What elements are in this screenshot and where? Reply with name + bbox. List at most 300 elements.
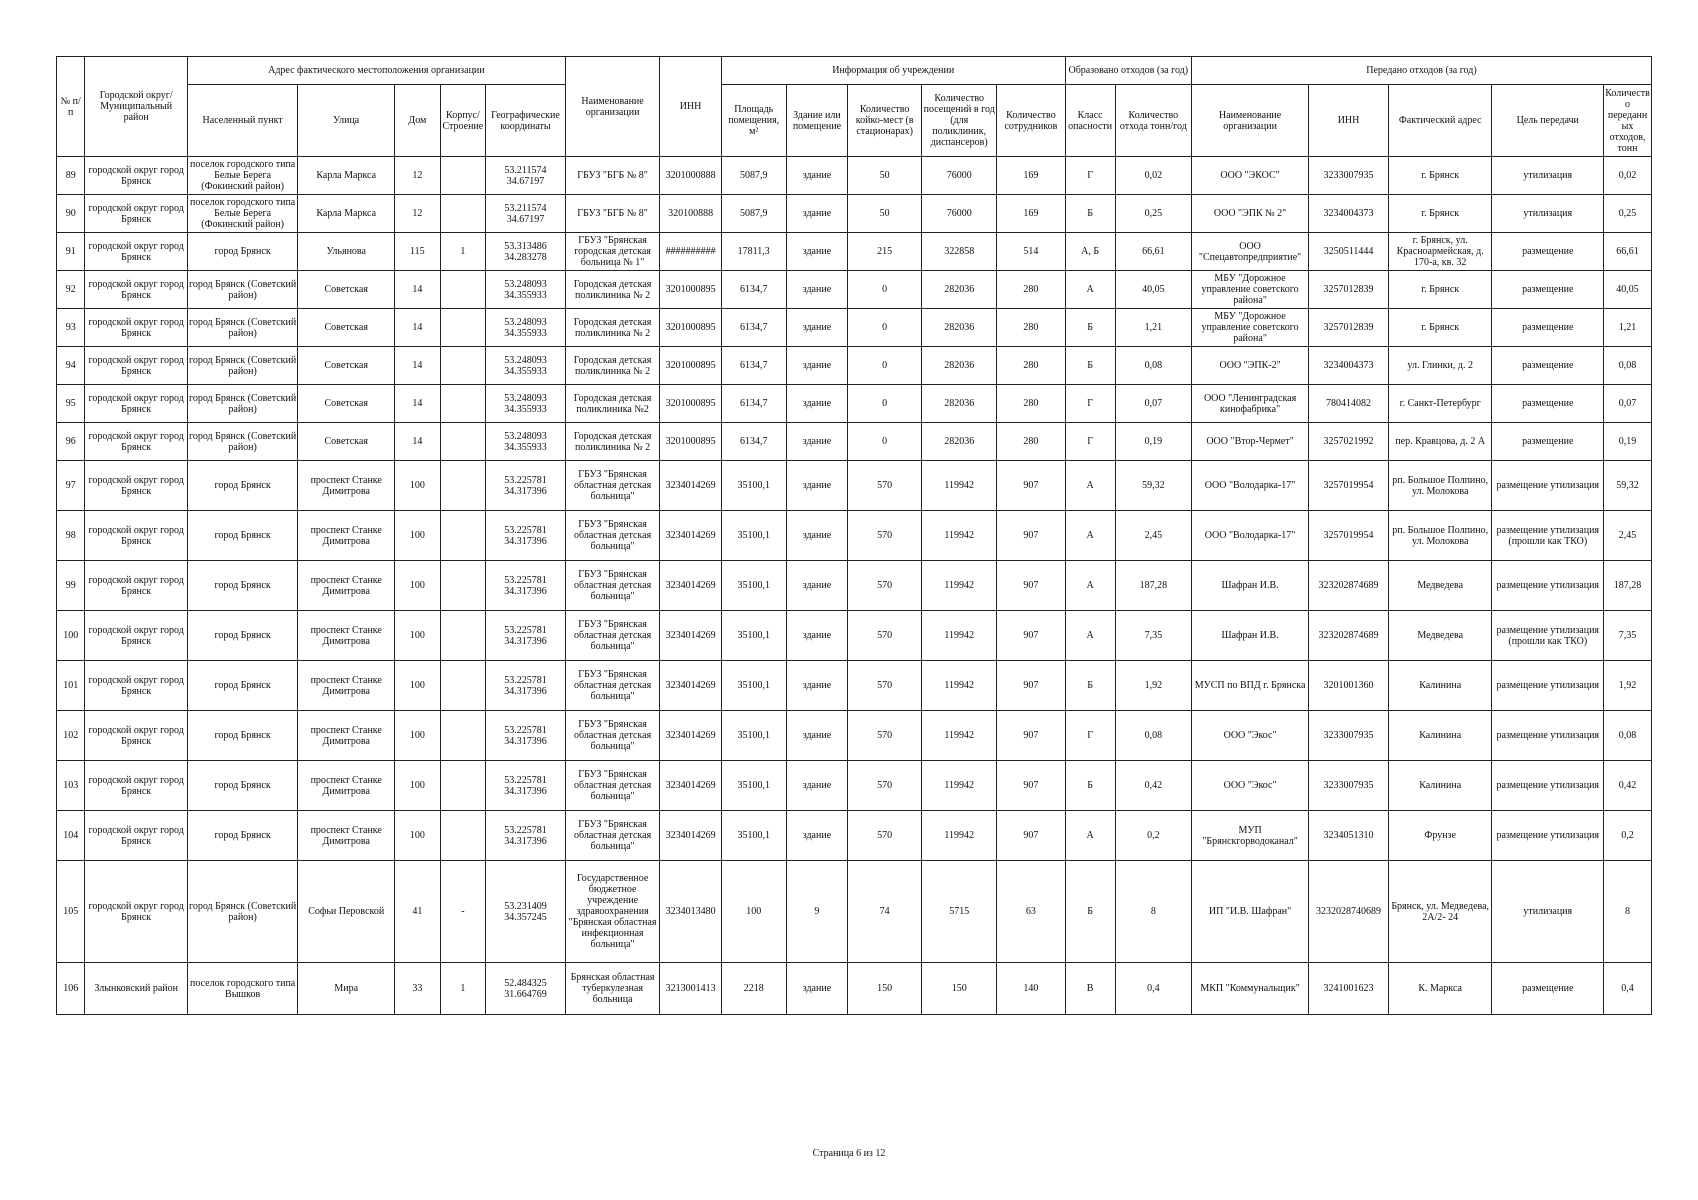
cell-house: 14 xyxy=(395,385,441,423)
cell-n: 90 xyxy=(57,195,85,233)
table-row xyxy=(57,561,1652,611)
table-row xyxy=(57,711,1652,761)
cell-visits: 119942 xyxy=(922,611,997,661)
cell-district: городской округ город Брянск xyxy=(85,157,187,195)
cell-building xyxy=(440,157,486,195)
cell-hazard: Г xyxy=(1065,385,1115,423)
cell-recv-addr: г. Брянск xyxy=(1388,157,1492,195)
cell-recv-addr: Калинина xyxy=(1388,711,1492,761)
table-row xyxy=(57,761,1652,811)
cell-staff: 169 xyxy=(997,195,1065,233)
cell-visits: 119942 xyxy=(922,811,997,861)
cell-beds: 570 xyxy=(848,561,922,611)
cell-hazard: Г xyxy=(1065,157,1115,195)
cell-street: проспект Станке Димитрова xyxy=(298,511,395,561)
cell-inn: 3201000895 xyxy=(660,271,721,309)
cell-recv-inn: 3257019954 xyxy=(1309,461,1389,511)
cell-visits: 5715 xyxy=(922,861,997,963)
cell-recv-addr: г. Брянск xyxy=(1388,195,1492,233)
col-staff: Количество сотрудников xyxy=(997,85,1065,157)
table-row xyxy=(57,461,1652,511)
cell-recv-inn: 3257012839 xyxy=(1309,309,1389,347)
cell-recv-inn: 3241001623 xyxy=(1309,963,1389,1015)
cell-area: 17811,3 xyxy=(721,233,786,271)
cell-recv-addr: г. Санкт-Петербург xyxy=(1388,385,1492,423)
cell-recv: МБУ "Дорожное управление советского района" xyxy=(1191,271,1308,309)
cell-area: 6134,7 xyxy=(721,347,786,385)
cell-visits: 282036 xyxy=(922,385,997,423)
cell-purpose: размещение xyxy=(1492,309,1604,347)
cell-staff: 907 xyxy=(997,661,1065,711)
cell-settlement: город Брянск xyxy=(187,711,297,761)
cell-transferred: 0,02 xyxy=(1604,157,1652,195)
cell-area: 6134,7 xyxy=(721,385,786,423)
cell-building xyxy=(440,761,486,811)
cell-transferred: 2,45 xyxy=(1604,511,1652,561)
cell-house: 100 xyxy=(395,561,441,611)
cell-hazard: Б xyxy=(1065,861,1115,963)
cell-n: 89 xyxy=(57,157,85,195)
cell-building: 1 xyxy=(440,233,486,271)
cell-district: городской округ город Брянск xyxy=(85,661,187,711)
cell-street: Ульянова xyxy=(298,233,395,271)
cell-hazard: Б xyxy=(1065,661,1115,711)
cell-house: 33 xyxy=(395,963,441,1015)
cell-amount: 0,2 xyxy=(1115,811,1191,861)
cell-visits: 282036 xyxy=(922,309,997,347)
cell-settlement: город Брянск xyxy=(187,611,297,661)
cell-transferred: 8 xyxy=(1604,861,1652,963)
cell-recv-addr: рп. Большое Полпино, ул. Молокова xyxy=(1388,511,1492,561)
cell-district: городской округ город Брянск xyxy=(85,385,187,423)
cell-settlement: поселок городского типа Белые Берега (Фокинский район) xyxy=(187,195,297,233)
cell-area: 6134,7 xyxy=(721,309,786,347)
cell-street: Советская xyxy=(298,385,395,423)
cell-purpose: размещение утилизация xyxy=(1492,811,1604,861)
cell-inn: 3201000888 xyxy=(660,157,721,195)
col-recv-inn: ИНН xyxy=(1309,85,1389,157)
cell-recv-inn: 3234004373 xyxy=(1309,347,1389,385)
cell-transferred: 7,35 xyxy=(1604,611,1652,661)
cell-beds: 570 xyxy=(848,511,922,561)
col-purpose: Цель передачи xyxy=(1492,85,1604,157)
cell-org: ГБУЗ "Брянская областная детская больница" xyxy=(565,461,659,511)
cell-beds: 50 xyxy=(848,195,922,233)
cell-purpose: размещение утилизация xyxy=(1492,461,1604,511)
cell-type: здание xyxy=(786,963,847,1015)
cell-type: здание xyxy=(786,195,847,233)
cell-district: городской округ город Брянск xyxy=(85,561,187,611)
cell-purpose: размещение xyxy=(1492,347,1604,385)
cell-coords: 53.225781 34.317396 xyxy=(486,711,566,761)
cell-settlement: город Брянск xyxy=(187,761,297,811)
cell-purpose: размещение xyxy=(1492,423,1604,461)
cell-visits: 119942 xyxy=(922,511,997,561)
cell-hazard: Б xyxy=(1065,195,1115,233)
cell-settlement: город Брянск (Советский район) xyxy=(187,385,297,423)
cell-staff: 514 xyxy=(997,233,1065,271)
cell-transferred: 1,92 xyxy=(1604,661,1652,711)
cell-building xyxy=(440,461,486,511)
cell-staff: 169 xyxy=(997,157,1065,195)
cell-recv: МУП "Брянскгорводоканал" xyxy=(1191,811,1308,861)
cell-coords: 53.225781 34.317396 xyxy=(486,511,566,561)
cell-beds: 570 xyxy=(848,461,922,511)
cell-building xyxy=(440,611,486,661)
cell-district: городской округ город Брянск xyxy=(85,271,187,309)
cell-building: 1 xyxy=(440,963,486,1015)
table-row xyxy=(57,271,1652,309)
cell-hazard: Г xyxy=(1065,711,1115,761)
cell-street: Карла Маркса xyxy=(298,157,395,195)
cell-coords: 53.248093 34.355933 xyxy=(486,385,566,423)
cell-org: ГБУЗ "Брянская областная детская больница" xyxy=(565,811,659,861)
cell-purpose: размещение утилизация xyxy=(1492,761,1604,811)
cell-recv: ООО "ЭПК-2" xyxy=(1191,347,1308,385)
cell-beds: 570 xyxy=(848,761,922,811)
cell-n: 96 xyxy=(57,423,85,461)
cell-recv: ИП "И.В. Шафран" xyxy=(1191,861,1308,963)
cell-recv-addr: Медведева xyxy=(1388,611,1492,661)
cell-building xyxy=(440,385,486,423)
cell-inn: 3201000895 xyxy=(660,423,721,461)
cell-purpose: размещение xyxy=(1492,271,1604,309)
cell-type: здание xyxy=(786,157,847,195)
table-row xyxy=(57,233,1652,271)
cell-staff: 63 xyxy=(997,861,1065,963)
cell-street: проспект Станке Димитрова xyxy=(298,461,395,511)
cell-beds: 150 xyxy=(848,963,922,1015)
cell-n: 95 xyxy=(57,385,85,423)
cell-purpose: размещение xyxy=(1492,963,1604,1015)
cell-beds: 570 xyxy=(848,611,922,661)
cell-inn: 3234014269 xyxy=(660,711,721,761)
cell-hazard: А xyxy=(1065,611,1115,661)
cell-transferred: 0,25 xyxy=(1604,195,1652,233)
cell-type: здание xyxy=(786,271,847,309)
cell-area: 35100,1 xyxy=(721,461,786,511)
cell-recv-inn: 3233007935 xyxy=(1309,761,1389,811)
cell-n: 93 xyxy=(57,309,85,347)
cell-house: 14 xyxy=(395,271,441,309)
cell-org: Городская детская поликлиника №2 xyxy=(565,385,659,423)
col-recv-name: Наименование организации xyxy=(1191,85,1308,157)
cell-beds: 74 xyxy=(848,861,922,963)
cell-house: 41 xyxy=(395,861,441,963)
cell-district: городской округ город Брянск xyxy=(85,233,187,271)
cell-org: ГБУЗ "БГБ № 8" xyxy=(565,195,659,233)
cell-staff: 280 xyxy=(997,347,1065,385)
cell-settlement: поселок городского типа Белые Берега (Фокинский район) xyxy=(187,157,297,195)
cell-purpose: размещение утилизация xyxy=(1492,561,1604,611)
cell-type: здание xyxy=(786,347,847,385)
cell-settlement: город Брянск (Советский район) xyxy=(187,423,297,461)
cell-type: здание xyxy=(786,711,847,761)
cell-beds: 0 xyxy=(848,271,922,309)
cell-beds: 0 xyxy=(848,309,922,347)
cell-visits: 119942 xyxy=(922,461,997,511)
cell-building xyxy=(440,271,486,309)
table-row xyxy=(57,811,1652,861)
cell-recv-inn: 3233007935 xyxy=(1309,157,1389,195)
cell-recv: МУСП по ВПД г. Брянска xyxy=(1191,661,1308,711)
cell-house: 14 xyxy=(395,347,441,385)
cell-org: ГБУЗ "БГБ № 8" xyxy=(565,157,659,195)
cell-hazard: Г xyxy=(1065,423,1115,461)
cell-street: Советская xyxy=(298,423,395,461)
cell-org: ГБУЗ "Брянская областная детская больница" xyxy=(565,561,659,611)
cell-org: Брянская областная туберкулезная больница xyxy=(565,963,659,1015)
cell-purpose: размещение xyxy=(1492,385,1604,423)
cell-district: городской округ город Брянск xyxy=(85,511,187,561)
document-sheet xyxy=(56,56,1652,1015)
cell-house: 14 xyxy=(395,309,441,347)
cell-inn: 3201000895 xyxy=(660,385,721,423)
cell-org: ГБУЗ "Брянская областная детская больница" xyxy=(565,661,659,711)
cell-visits: 119942 xyxy=(922,661,997,711)
cell-hazard: Б xyxy=(1065,309,1115,347)
cell-org: ГБУЗ "Брянская областная детская больница" xyxy=(565,511,659,561)
cell-amount: 0,4 xyxy=(1115,963,1191,1015)
cell-coords: 53.248093 34.355933 xyxy=(486,347,566,385)
cell-org: Городская детская поликлиника № 2 xyxy=(565,347,659,385)
table-row xyxy=(57,423,1652,461)
cell-settlement: город Брянск (Советский район) xyxy=(187,309,297,347)
col-n: № п/п xyxy=(57,57,85,157)
cell-org: Городская детская поликлиника № 2 xyxy=(565,271,659,309)
cell-district: городской округ город Брянск xyxy=(85,761,187,811)
table-header xyxy=(57,57,1652,157)
cell-recv: Шафран И.В. xyxy=(1191,611,1308,661)
cell-district: городской округ город Брянск xyxy=(85,195,187,233)
cell-inn: 3234014269 xyxy=(660,761,721,811)
cell-area: 6134,7 xyxy=(721,271,786,309)
cell-n: 102 xyxy=(57,711,85,761)
cell-inn: ########## xyxy=(660,233,721,271)
cell-transferred: 0,08 xyxy=(1604,711,1652,761)
cell-hazard: Б xyxy=(1065,347,1115,385)
cell-coords: 53.225781 34.317396 xyxy=(486,811,566,861)
col-group-address: Адрес фактического местоположения организации xyxy=(187,57,565,85)
table-row xyxy=(57,309,1652,347)
col-group-info: Информация об учреждении xyxy=(721,57,1065,85)
cell-district: городской округ город Брянск xyxy=(85,811,187,861)
cell-purpose: размещение утилизация xyxy=(1492,711,1604,761)
cell-purpose: утилизация xyxy=(1492,861,1604,963)
cell-n: 97 xyxy=(57,461,85,511)
cell-visits: 119942 xyxy=(922,711,997,761)
cell-recv: ООО "Ленинградская кинофабрика" xyxy=(1191,385,1308,423)
cell-amount: 7,35 xyxy=(1115,611,1191,661)
cell-beds: 0 xyxy=(848,385,922,423)
cell-transferred: 0,2 xyxy=(1604,811,1652,861)
cell-coords: 53.225781 34.317396 xyxy=(486,761,566,811)
cell-district: Злынковский район xyxy=(85,963,187,1015)
cell-amount: 187,28 xyxy=(1115,561,1191,611)
col-street: Улица xyxy=(298,85,395,157)
cell-type: здание xyxy=(786,423,847,461)
cell-recv: ООО "ЭПК № 2" xyxy=(1191,195,1308,233)
cell-amount: 1,21 xyxy=(1115,309,1191,347)
cell-settlement: поселок городского типа Вышков xyxy=(187,963,297,1015)
cell-purpose: размещение утилизация (прошли как ТКО) xyxy=(1492,611,1604,661)
col-coords: Географические координаты xyxy=(486,85,566,157)
cell-house: 14 xyxy=(395,423,441,461)
cell-purpose: размещение xyxy=(1492,233,1604,271)
cell-recv-inn: 3234004373 xyxy=(1309,195,1389,233)
cell-transferred: 40,05 xyxy=(1604,271,1652,309)
cell-inn: 3234014269 xyxy=(660,811,721,861)
cell-visits: 282036 xyxy=(922,347,997,385)
cell-recv: ООО "Володарка-17" xyxy=(1191,511,1308,561)
cell-coords: 53.248093 34.355933 xyxy=(486,309,566,347)
col-transferred-amount: Количество переданных отходов, тонн xyxy=(1604,85,1652,157)
cell-coords: 53.248093 34.355933 xyxy=(486,271,566,309)
cell-recv-inn: 3250511444 xyxy=(1309,233,1389,271)
cell-inn: 3234014269 xyxy=(660,561,721,611)
cell-coords: 53.225781 34.317396 xyxy=(486,461,566,511)
cell-beds: 570 xyxy=(848,811,922,861)
cell-staff: 907 xyxy=(997,461,1065,511)
cell-transferred: 59,32 xyxy=(1604,461,1652,511)
cell-type: здание xyxy=(786,561,847,611)
cell-street: Советская xyxy=(298,309,395,347)
cell-area: 35100,1 xyxy=(721,511,786,561)
cell-recv: ООО "Володарка-17" xyxy=(1191,461,1308,511)
cell-street: проспект Станке Димитрова xyxy=(298,611,395,661)
cell-amount: 59,32 xyxy=(1115,461,1191,511)
cell-building xyxy=(440,347,486,385)
cell-recv-addr: К. Маркса xyxy=(1388,963,1492,1015)
cell-recv-inn: 3257021992 xyxy=(1309,423,1389,461)
cell-inn: 3234014269 xyxy=(660,611,721,661)
cell-amount: 2,45 xyxy=(1115,511,1191,561)
cell-street: Мира xyxy=(298,963,395,1015)
cell-area: 35100,1 xyxy=(721,561,786,611)
cell-recv-addr: г. Брянск xyxy=(1388,309,1492,347)
cell-district: городской округ город Брянск xyxy=(85,423,187,461)
cell-house: 100 xyxy=(395,711,441,761)
cell-type: 9 xyxy=(786,861,847,963)
cell-n: 91 xyxy=(57,233,85,271)
cell-area: 100 xyxy=(721,861,786,963)
table-row xyxy=(57,511,1652,561)
col-recv-address: Фактический адрес xyxy=(1388,85,1492,157)
cell-recv-addr: Калинина xyxy=(1388,761,1492,811)
cell-building xyxy=(440,195,486,233)
cell-staff: 280 xyxy=(997,309,1065,347)
cell-area: 35100,1 xyxy=(721,611,786,661)
cell-street: проспект Станке Димитрова xyxy=(298,661,395,711)
cell-type: здание xyxy=(786,233,847,271)
cell-recv-addr: Медведева xyxy=(1388,561,1492,611)
cell-coords: 53.231409 34.357245 xyxy=(486,861,566,963)
cell-inn: 3234013480 xyxy=(660,861,721,963)
cell-area: 5087,9 xyxy=(721,195,786,233)
cell-area: 5087,9 xyxy=(721,157,786,195)
cell-street: проспект Станке Димитрова xyxy=(298,711,395,761)
cell-type: здание xyxy=(786,309,847,347)
cell-inn: 3234014269 xyxy=(660,661,721,711)
cell-settlement: город Брянск (Советский район) xyxy=(187,347,297,385)
cell-area: 35100,1 xyxy=(721,811,786,861)
cell-coords: 53.248093 34.355933 xyxy=(486,423,566,461)
cell-district: городской округ город Брянск xyxy=(85,347,187,385)
cell-recv-inn: 323202874689 xyxy=(1309,561,1389,611)
cell-recv-addr: пер. Кравцова, д. 2 А xyxy=(1388,423,1492,461)
cell-org: ГБУЗ "Брянская областная детская больница" xyxy=(565,611,659,661)
cell-settlement: город Брянск xyxy=(187,511,297,561)
cell-org: ГБУЗ "Брянская областная детская больница" xyxy=(565,711,659,761)
cell-n: 105 xyxy=(57,861,85,963)
cell-recv: ООО "Втор-Чермет" xyxy=(1191,423,1308,461)
cell-transferred: 66,61 xyxy=(1604,233,1652,271)
cell-coords: 53.313486 34.283278 xyxy=(486,233,566,271)
cell-transferred: 1,21 xyxy=(1604,309,1652,347)
cell-transferred: 0,19 xyxy=(1604,423,1652,461)
cell-org: Городская детская поликлиника № 2 xyxy=(565,309,659,347)
table-row xyxy=(57,861,1652,963)
cell-org: Государственное бюджетное учреждение здравоохранения "Брянская областная инфекционная больница" xyxy=(565,861,659,963)
cell-settlement: город Брянск (Советский район) xyxy=(187,271,297,309)
cell-purpose: размещение утилизация xyxy=(1492,661,1604,711)
col-district: Городской округ/Муниципальный район xyxy=(85,57,187,157)
table-row xyxy=(57,661,1652,711)
cell-district: городской округ город Брянск xyxy=(85,861,187,963)
col-waste-amount: Количество отхода тонн/год xyxy=(1115,85,1191,157)
cell-coords: 53.211574 34.67197 xyxy=(486,157,566,195)
cell-type: здание xyxy=(786,511,847,561)
cell-district: городской округ город Брянск xyxy=(85,611,187,661)
cell-visits: 322858 xyxy=(922,233,997,271)
cell-transferred: 0,08 xyxy=(1604,347,1652,385)
table-body xyxy=(57,157,1652,1015)
cell-hazard: Б xyxy=(1065,761,1115,811)
cell-n: 94 xyxy=(57,347,85,385)
cell-coords: 53.225781 34.317396 xyxy=(486,661,566,711)
cell-recv-addr: г. Брянск, ул. Красноармейская, д. 170-а, кв. 32 xyxy=(1388,233,1492,271)
cell-settlement: город Брянск xyxy=(187,811,297,861)
cell-hazard: В xyxy=(1065,963,1115,1015)
col-group-transferred: Передано отходов (за год) xyxy=(1191,57,1651,85)
cell-recv: МБУ "Дорожное управление советского района" xyxy=(1191,309,1308,347)
table-row xyxy=(57,385,1652,423)
cell-n: 101 xyxy=(57,661,85,711)
cell-hazard: А xyxy=(1065,561,1115,611)
table-row xyxy=(57,157,1652,195)
cell-street: Карла Маркса xyxy=(298,195,395,233)
cell-house: 12 xyxy=(395,157,441,195)
cell-building xyxy=(440,711,486,761)
cell-building xyxy=(440,309,486,347)
cell-beds: 0 xyxy=(848,423,922,461)
cell-type: здание xyxy=(786,385,847,423)
cell-visits: 282036 xyxy=(922,271,997,309)
cell-org: ГБУЗ "Брянская областная детская больница" xyxy=(565,761,659,811)
cell-recv-inn: 3232028740689 xyxy=(1309,861,1389,963)
cell-house: 100 xyxy=(395,611,441,661)
cell-street: проспект Станке Димитрова xyxy=(298,761,395,811)
cell-hazard: А, Б xyxy=(1065,233,1115,271)
cell-street: проспект Станке Димитрова xyxy=(298,811,395,861)
cell-type: здание xyxy=(786,811,847,861)
cell-transferred: 0,42 xyxy=(1604,761,1652,811)
cell-recv-inn: 3201001360 xyxy=(1309,661,1389,711)
cell-staff: 280 xyxy=(997,271,1065,309)
cell-house: 100 xyxy=(395,761,441,811)
cell-house: 115 xyxy=(395,233,441,271)
cell-n: 99 xyxy=(57,561,85,611)
